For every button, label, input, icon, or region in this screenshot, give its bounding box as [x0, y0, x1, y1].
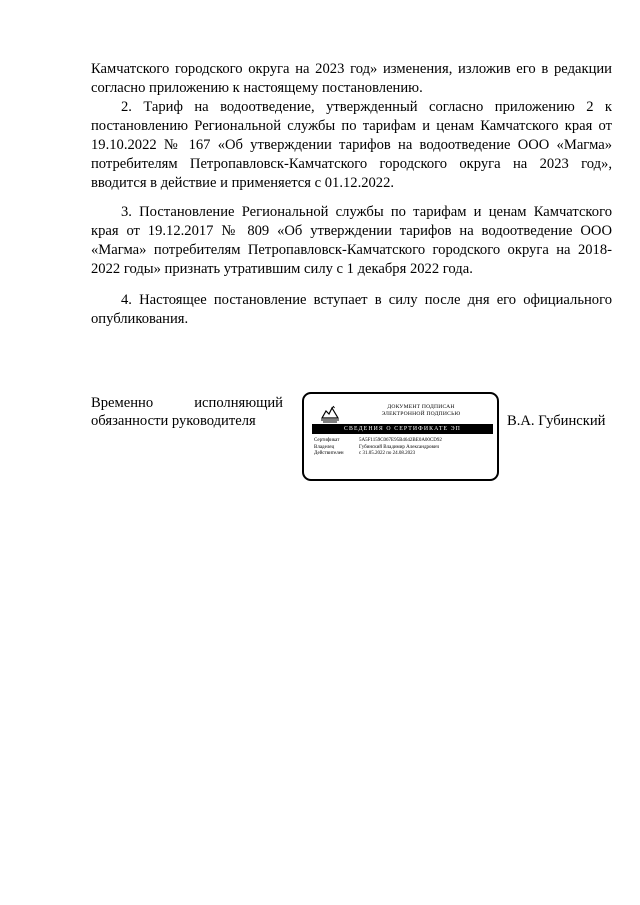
- position-word-2: исполняющий: [194, 395, 283, 411]
- position-line-2: обязанности руководителя: [91, 413, 256, 429]
- paragraph-1-continuation: [91, 60, 612, 98]
- paragraph-text: 4. Настоящее постановление вступает в силу после дня его официального опубликования.: [91, 292, 612, 327]
- stamp-value: 5A5F1159C067E95B4642BE0A00CD92: [359, 438, 442, 443]
- stamp-info-bar: СВЕДЕНИЯ О СЕРТИФИКАТЕ ЭП: [312, 424, 493, 434]
- stamp-label: Владелец: [314, 444, 335, 450]
- paragraph-text: Камчатского городского округа на 2023 год» изменения, изложив его в редакции согласно приложению к настоящему постановлению.: [91, 61, 612, 96]
- stamp-details: [314, 438, 442, 458]
- stamp-value: с 31.05.2022 по 24.08.2023: [359, 451, 416, 456]
- signer-name: В.А. Губинский: [507, 413, 606, 429]
- stamp-title: [346, 404, 496, 418]
- stamp-title-line-2: ЭЛЕКТРОННОЙ ПОДПИСЬЮ: [381, 411, 461, 417]
- stamp-value: Губинский Владимир Александрович: [359, 444, 440, 450]
- stamp-row-validity: [314, 451, 442, 458]
- paragraph-text: 2. Тариф на водоотведение, утвержденный согласно приложению 2 к постановлению Региональной службы по тарифам и ценам Камчатского края от 19.10.2022 № 167 «Об утверждении тарифов на водоотведение ООО «Магма» потребителям Петропавловск-Камчатского городского округа на 2023 год», вводится в действие и применяется с 01.12.2022.: [91, 99, 612, 191]
- stamp-label: Сертификат: [314, 438, 340, 443]
- paragraph-2: [91, 98, 612, 193]
- stamp-title-line-1: ДОКУМЕНТ ПОДПИСАН: [387, 404, 455, 410]
- position-word-1: Временно: [91, 395, 154, 411]
- electronic-signature-stamp: [302, 392, 499, 481]
- paragraph-text: 3. Постановление Региональной службы по тарифам и ценам Камчатского края от 19.12.2017 № 809 «Об утверждении тарифов на водоотведение ООО «Магма» потребителям Петропавловск-Камчатского городского округа на 2018-2022 годы» признать утратившим силу с 1 декабря 2022 года.: [91, 204, 612, 277]
- signer-position: [91, 394, 283, 430]
- paragraph-3: [91, 203, 612, 279]
- coat-of-arms-icon: [320, 404, 340, 424]
- stamp-label: Действителен: [314, 451, 344, 456]
- paragraph-4: [91, 291, 612, 329]
